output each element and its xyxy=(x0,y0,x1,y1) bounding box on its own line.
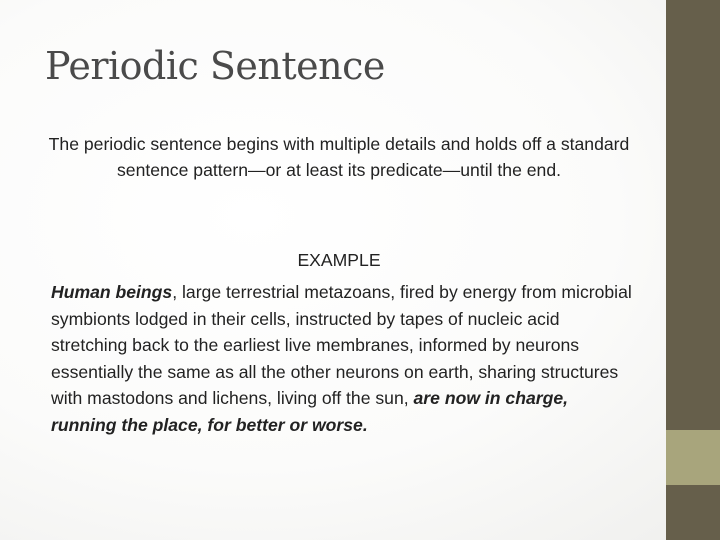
example-subject: Human beings xyxy=(51,282,173,302)
example-label: EXAMPLE xyxy=(297,250,381,270)
intro-paragraph: The periodic sentence begins with multiple details and holds off a standard sentence pattern—or at least its predicate—until the end. xyxy=(48,134,630,180)
example-paragraph xyxy=(51,279,636,438)
side-bar-accent xyxy=(666,430,720,485)
example-middle: , large terrestrial metazoans, fired by energy from microbial symbionts lodged in their cells, instructed by tapes of nucleic acid stretching back to the earliest live membranes, informed by neurons essentially the same as all the other neurons on earth, sharing structures with mastodons and lichens, living off the sun, xyxy=(51,282,632,408)
slide-title: Periodic Sentence xyxy=(45,44,385,88)
example-predicate: are now in charge, running the place, for better or worse. xyxy=(51,388,568,435)
